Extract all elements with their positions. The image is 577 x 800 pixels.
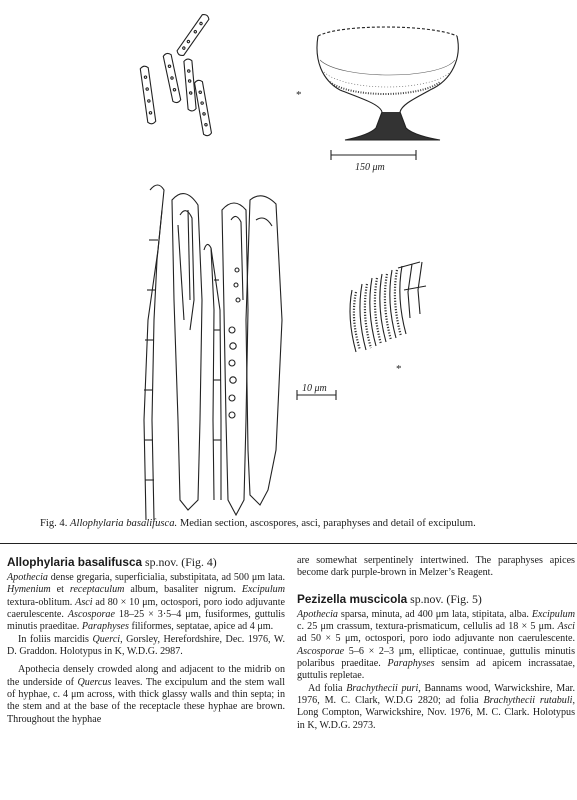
ascospores-drawing	[140, 13, 212, 136]
left-column	[7, 555, 285, 726]
collection-details	[297, 683, 575, 732]
text-run: leaves. The excipulum and the stem wall of hyphae, c. 4 μm across, with thick glassy walls and thin septa; in the stem and at the base of the receptacle these hyphae are brown. Throughout the hyphae	[7, 676, 285, 725]
text-run: ad 50 × 5 μm, octospori, poro iodo adjuvante non caerulescente.	[297, 633, 575, 645]
italic-term: Ascosporae	[297, 645, 345, 657]
text-run: c. 25 μm crassum, textura-prismaticum, cellulis ad 18 × 5 μm.	[297, 621, 558, 633]
collection-details	[7, 634, 285, 659]
excipulum-detail-drawing	[350, 262, 426, 375]
species-name: Pezizella muscicola	[297, 591, 408, 606]
asterisk-mark: *	[296, 89, 302, 101]
latin-diagnosis	[297, 609, 575, 683]
italic-term: Querci	[92, 633, 121, 645]
species-name: Allophylaria basalifusca	[7, 555, 143, 569]
italic-term: Hymenium	[7, 584, 51, 596]
italic-term: Asci	[557, 621, 575, 633]
text-run: textura-oblitum.	[7, 596, 76, 608]
species-status: sp.nov. (Fig. 5)	[410, 591, 482, 606]
italic-term: Quercus	[77, 676, 112, 688]
italic-term: Asci	[75, 596, 93, 608]
scale-label-150: 150 μm	[355, 162, 385, 173]
scale-label-10: 10 μm	[302, 383, 327, 394]
right-column	[297, 555, 575, 732]
italic-term: Brachythecii rutabuli	[483, 695, 573, 707]
caption-label: Fig. 4.	[40, 518, 68, 529]
figure-caption	[40, 518, 560, 529]
italic-term: receptaculum	[69, 584, 125, 596]
long-ascus-drawing	[246, 196, 282, 505]
species-heading-pezizella	[297, 592, 575, 606]
paraphyses-drawing	[144, 185, 221, 520]
text-run: album, basaliter nigrum.	[124, 584, 242, 596]
caption-text: Median section, ascospores, asci, paraphyses and detail of excipulum.	[179, 518, 476, 529]
asterisk-mark-lower: *	[396, 363, 402, 375]
text-run: sensim ad apicem incrassatae, guttulis repletae.	[297, 658, 575, 682]
text-run: , Gorsley, Herefordshire, Dec. 1976, W. D. Graddon. Holotypus in K, W.D.G. 2987.	[7, 633, 286, 658]
italic-term: Excipulum	[531, 608, 575, 620]
text-run: , Bannams wood, Warwickshire, Mar. 1976, M. C. Clark, W.D.G 2820; ad folia	[297, 682, 576, 707]
description-continuation: are somewhat serpentinely intertwined. The paraphyses apices become dark purple-brown in Melzer’s Reagent.	[297, 555, 575, 579]
italic-term: Excipulum	[241, 584, 285, 596]
italic-term: Paraphyses	[81, 621, 129, 633]
scale-bar-150	[331, 150, 416, 173]
italic-term: Apothecia	[7, 572, 48, 583]
text-run: 18–25 × 3·5–4 μm, fusiformes, guttulis minutis praeditae.	[7, 609, 285, 633]
apothecium-section-drawing	[296, 27, 458, 140]
italic-term: Ascosporae	[67, 609, 115, 621]
scale-bar-10	[297, 383, 336, 400]
italic-term: Brachythecii puri	[346, 682, 419, 694]
text-run: dense gregaria, superficialia, substipitata, ad 500 μm lata.	[47, 572, 285, 583]
species-status: sp.nov. (Fig. 4)	[145, 555, 217, 569]
text-run: 5–6 × 2–3 μm, ellipticae, continuae, guttulis minutis polaribus praeditae.	[297, 645, 575, 670]
text-run: filiformes, septatae, apice ad 4 μm.	[128, 621, 274, 633]
latin-diagnosis	[7, 572, 285, 634]
text-run: sparsa, minuta, ad 400 μm lata, stipitata, alba.	[337, 608, 532, 620]
text-run: , Long Compton, Warwickshire, Nov. 1976, M. C. Clark. Holotypus in K, W.D.G. 2973.	[297, 695, 575, 731]
section-divider	[0, 543, 577, 544]
text-run: In foliis marcidis	[18, 633, 93, 645]
text-run: ad 80 × 10 μm, octospori, poro iodo adjuvante caerulescente.	[7, 596, 285, 621]
species-heading-allophylaria	[7, 555, 285, 569]
caption-species: Allophylaria basalifusca.	[70, 518, 178, 529]
italic-term: Paraphyses	[387, 658, 435, 670]
text-run: Apothecia densely crowded along and adjacent to the midrib on the underside of	[7, 664, 285, 688]
text-run: Ad folia	[308, 682, 347, 694]
italic-term: Apothecia	[297, 608, 338, 620]
asci-drawing	[172, 194, 248, 515]
text-run: et	[50, 584, 70, 596]
english-description	[7, 664, 285, 726]
